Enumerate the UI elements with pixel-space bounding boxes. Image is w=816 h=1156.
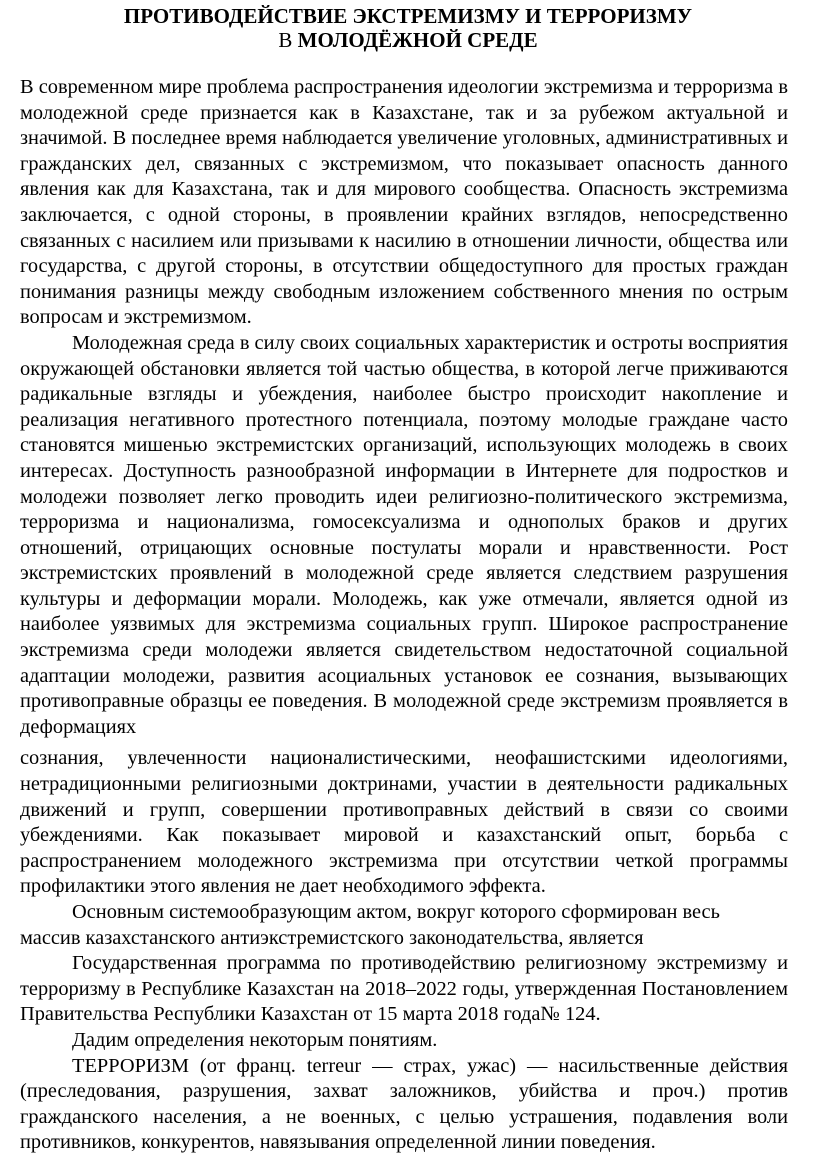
- document-title: [0, 4, 816, 52]
- paragraph-legislation: массив казахстанского антиэкстремистского законодательства, является: [20, 926, 644, 949]
- title-line-2: [0, 28, 816, 52]
- paragraph-terrorism-definition: ТЕРРОРИЗМ (от франц. terreur — страх, ужас) — насильственные действия (преследования, разрушения, захват заложников, убийства и проч.) против гражданского населения, а не военных, с целью устрашения, подавления воли противников, конкурентов, навязывания определенной линии поведения.: [20, 1054, 788, 1154]
- document-body: [20, 75, 788, 1156]
- paragraph-intro: В современном мире проблема распространения идеологии экстремизма и терроризма в молодежной среде признается как в Казахстане, так и за рубежом актуальной и значимой. В последнее время наблюдается увеличение уголовных, административных и гражданских дел, связанных с экстремизмом, что показывает опасность данного явления как для Казахстана, так и для мирового сообщества. Опасность экстремизма заключается, с одной стороны, в проявлении крайних взглядов, непосредственно связанных с насилием или призывами к насилию в отношении личности, общества или государства, с другой стороны, в отсутствии общедоступного для простых граждан понимания разницы между свободным изложением собственного мнения по острым вопросам и экстремизмом.: [20, 76, 788, 329]
- paragraph-state-program: Государственная программа по противодействию религиозному экстремизму и терроризму в Республике Казахстан на 2018–2022 годы, утвержденная Постановлением Правительства Республики Казахстан от 15 марта 2018 года№ 124.: [20, 952, 788, 1026]
- title-line-1: ПРОТИВОДЕЙСТВИЕ ЭКСТРЕМИЗМУ И ТЕРРОРИЗМУ: [123, 4, 693, 28]
- paragraph-youth-environment: Молодежная среда в силу своих социальных характеристик и остроты восприятия окружающей обстановки является той частью общества, в которой легче приживаются радикальные взгляды и убеждения, наиболее быстро происходит накопление и реализация негативного протестного потенциала, поэтому молодые граждане часто становятся мишенью экстремистских организаций, использующих молодежь в своих интересах. Доступность разнообразной информации в Интернете для подростков и молодежи позволяет легко проводить идеи религиозно-политического экстремизма, терроризма и национализма, гомосексуализма и однополых браков и других отношений, отрицающих основные постулаты морали и нравственности. Рост экстремистских проявлений в молодежной среде является следствием разрушения культуры и деформации морали. Молодежь, как уже отмечали, является одной из наиболее уязвимых для экстремизма социальных групп. Широкое распространение экстремизма среди молодежи является свидетельством недостаточной социальной адаптации молодежи, развития асоциальных установок ее сознания, вызывающих противоправные образцы ее поведения. В молодежной среде экстремизм проявляется в деформациях: [20, 331, 789, 738]
- paragraph-consciousness: сознания, увлеченности националистическими, неофашистскими идеологиями, нетрадиционными религиозными доктринами, участии в деятельности радикальных движений и групп, совершении противоправных действий в связи со своими убеждениями. Как показывает мировой и казахстанский опыт, борьба с распространением молодежного экстремизма при отсутствии четкой программы профилактики этого явления не дает необходимого эффекта.: [20, 747, 788, 898]
- title-line-2-prefix: В: [278, 28, 293, 52]
- title-line-2-rest: МОЛОДЁЖНОЙ СРЕДЕ: [297, 28, 538, 52]
- paragraph-system-act: Основным системообразующим актом, вокруг которого сформирован весь: [72, 901, 720, 923]
- paragraph-definitions-intro: Дадим определения некоторым понятиям.: [72, 1028, 438, 1051]
